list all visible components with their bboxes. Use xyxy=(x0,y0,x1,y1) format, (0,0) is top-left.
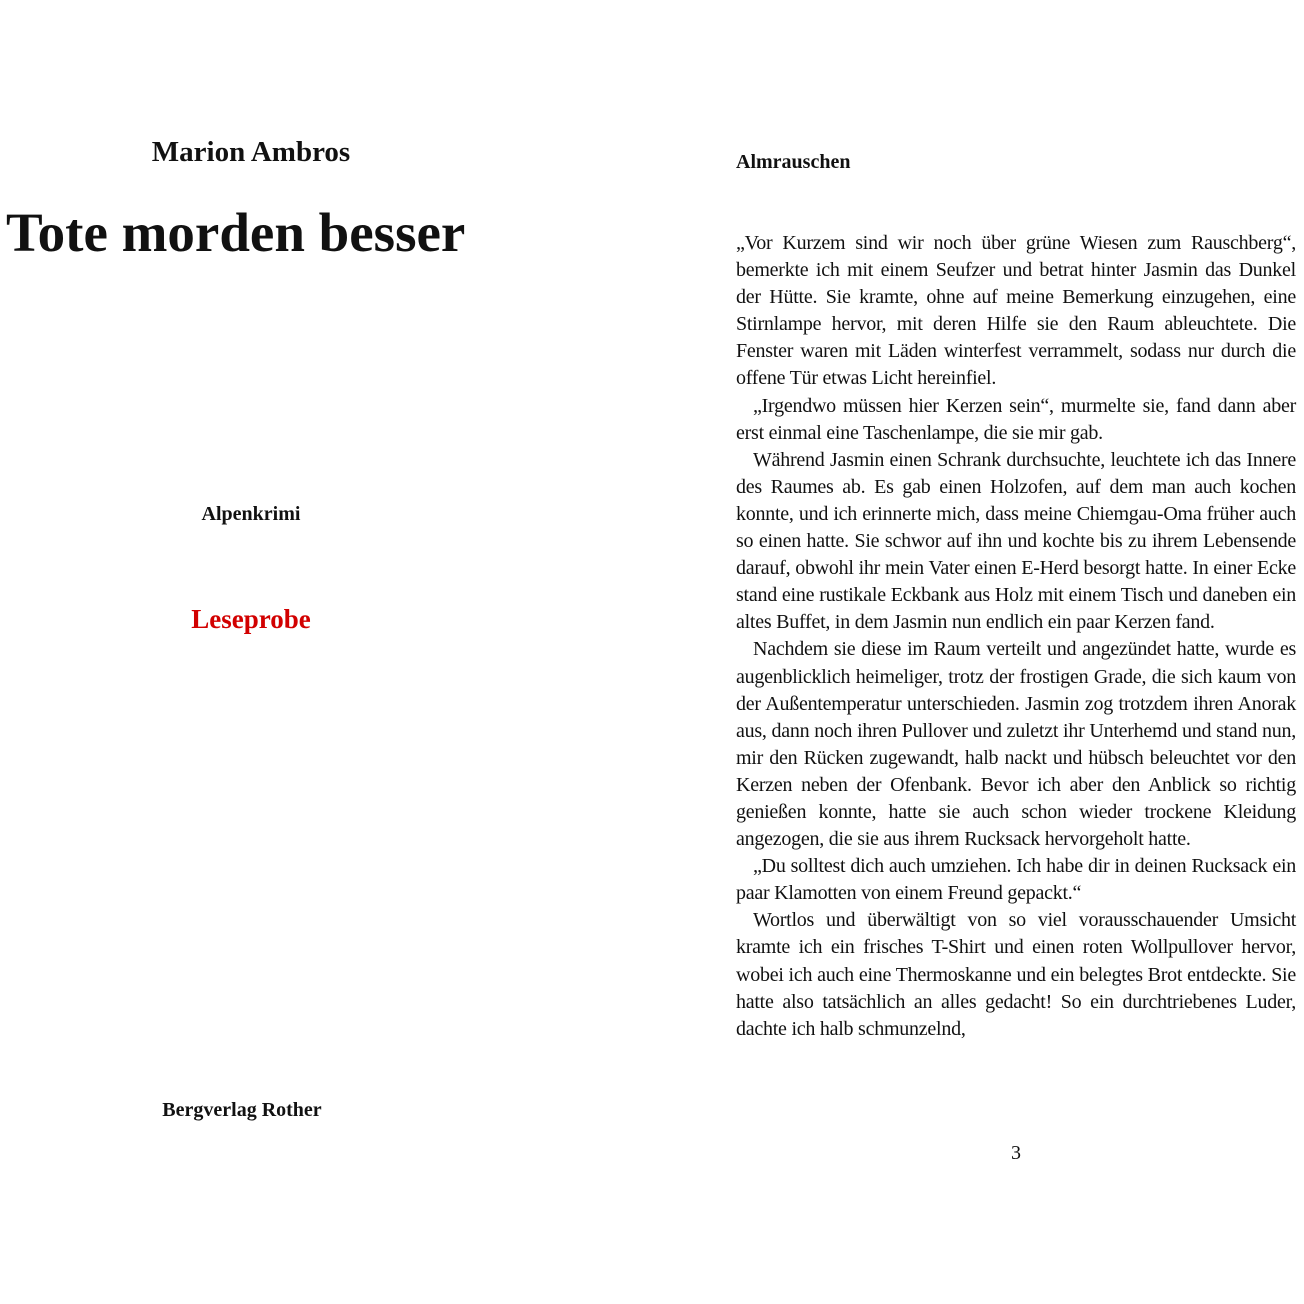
text-page xyxy=(736,0,1296,1304)
genre-label: Alpenkrimi xyxy=(201,503,301,525)
paragraph: Während Jasmin einen Schrank durchsuchte, leuchtete ich das Innere des Raumes ab. Es gab einen Holzofen, auf dem man auch kochen konnte, und ich erinnerte mich, dass meine Chiemgau-Oma früher auch so einen hatte. Sie schwor auf ihn und kochte bis zu ihrem Lebensende darauf, obwohl ihr mein Vater einen E-Herd besorgt hatte. In einer Ecke stand eine rustikale Eckbank aus Holz mit einem Tisch und daneben ein altes Buffet, in dem Jasmin nun endlich ein paar Kerzen fand. xyxy=(736,448,1296,634)
paragraph: „Du solltest dich auch umziehen. Ich habe dir in deinen Rucksack ein paar Klamotten von einem Freund gepackt.“ xyxy=(736,855,1296,905)
paragraph: „Irgendwo müssen hier Kerzen sein“, murmelte sie, fand dann aber erst einmal eine Taschenlampe, die sie mir gab. xyxy=(736,394,1296,444)
body-text xyxy=(736,230,1296,1043)
paragraph: Nachdem sie diese im Raum verteilt und angezündet hatte, wurde es augenblicklich heimeliger, trotz der frostigen Grade, die sich kaum von der Außentemperatur unterschieden. Jasmin zog trotzdem ihren Anorak aus, dann noch ihren Pullover und zuletzt ihr Unterhemd und stand nun, mir den Rücken zugewandt, halb nackt und hübsch beleuchtet vor den Kerzen neben der Ofenbank. Bevor ich aber den Anblick so richtig genießen konnte, hatte sie auch schon wieder trockene Kleidung angezogen, die sie aus ihrem Rucksack hervorgeholt hatte. xyxy=(736,638,1296,851)
book-title: Tote morden besser xyxy=(6,202,466,263)
page-number: 3 xyxy=(1011,1142,1021,1164)
sample-label: Leseprobe xyxy=(191,604,311,634)
publisher-name: Bergverlag Rother xyxy=(162,1099,322,1121)
author-name: Marion Ambros xyxy=(151,136,351,168)
chapter-title: Almrauschen xyxy=(736,151,851,173)
paragraph: Wortlos und überwältigt von so viel vorausschauender Umsicht kramte ich ein frisches T-Shirt und einen roten Wollpullover hervor, wobei ich auch eine Thermoskanne und ein belegtes Brot entdeckte. Sie hatte also tatsächlich an alles gedacht! So ein durchtriebenes Luder, dachte ich halb schmunzelnd, xyxy=(736,909,1296,1040)
paragraph: „Vor Kurzem sind wir noch über grüne Wiesen zum Rauschberg“, bemerkte ich mit einem Seufzer und betrat hinter Jasmin das Dunkel der Hütte. Sie kramte, ohne auf meine Bemerkung einzugehen, eine Stirnlampe hervor, mit deren Hilfe sie den Raum ableuchtete. Die Fenster waren mit Läden winterfest verrammelt, sodass nur durch die offene Tür etwas Licht hereinfiel. xyxy=(736,232,1296,390)
